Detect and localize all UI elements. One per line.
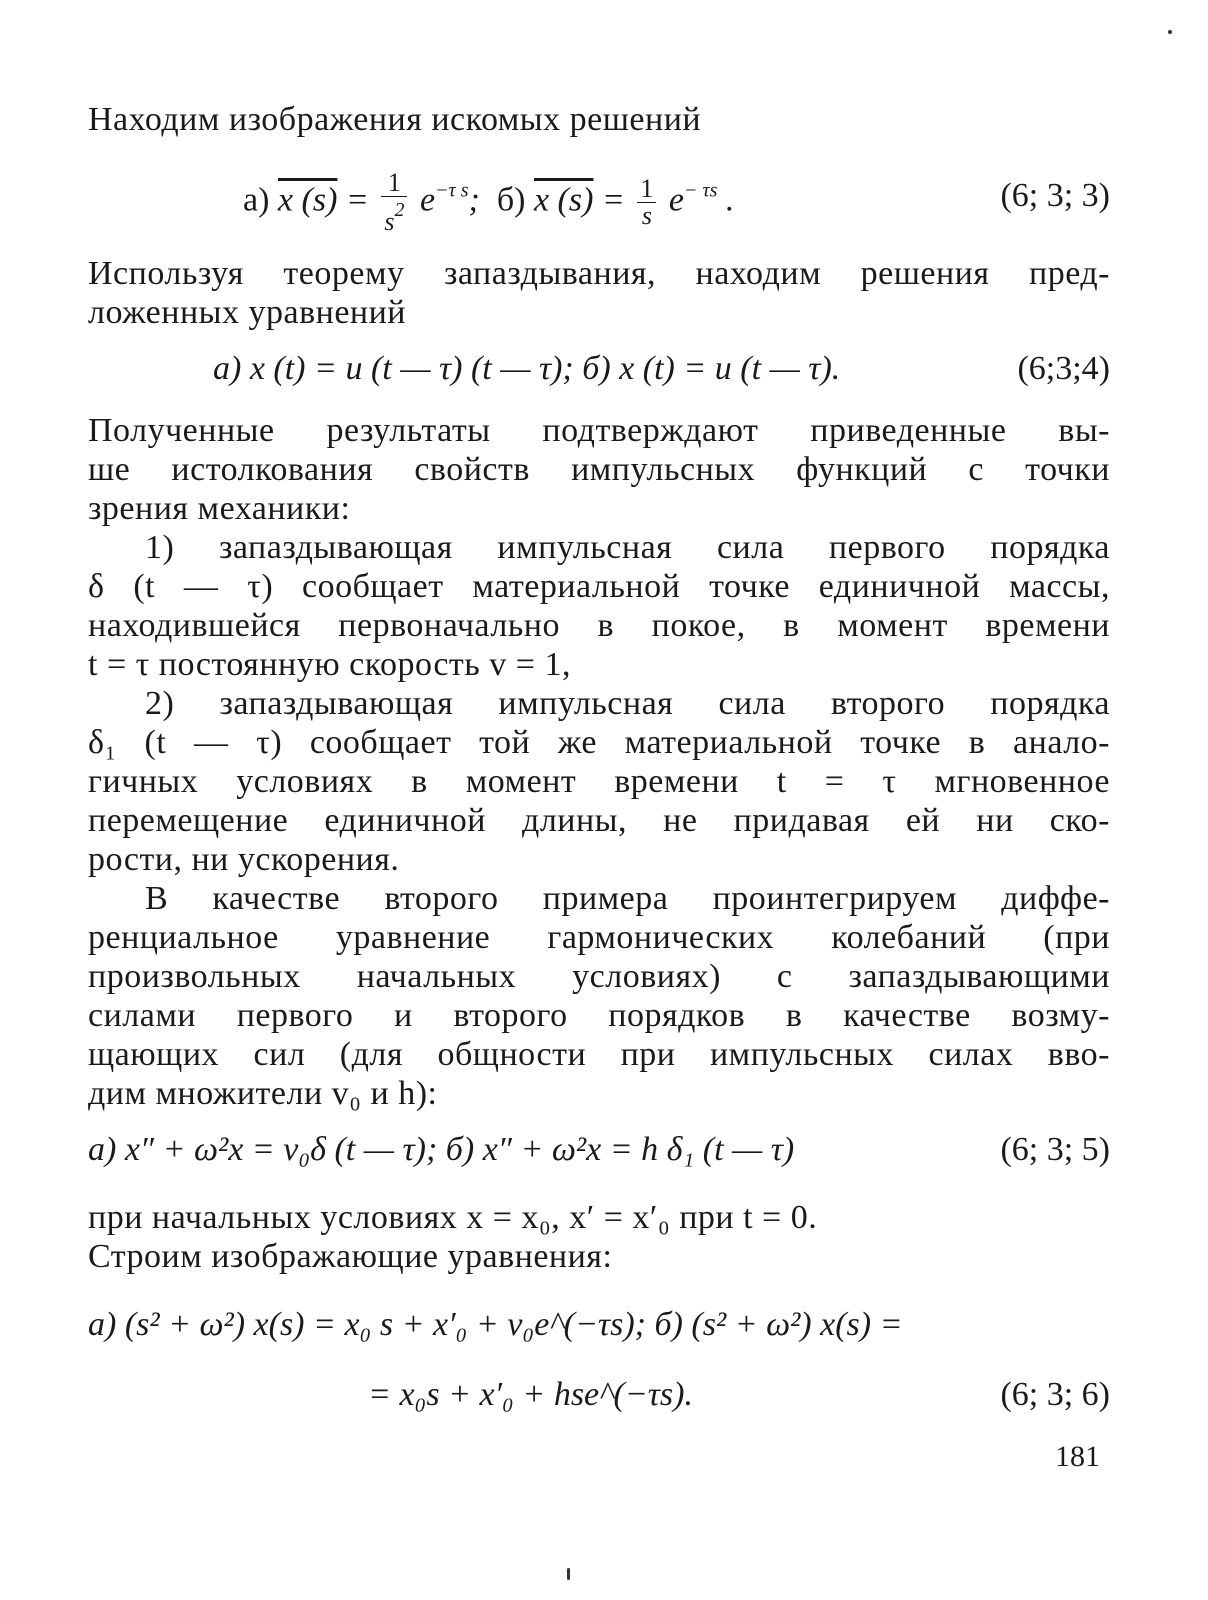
text-line: зрения механики: [88, 490, 351, 527]
text-line: при начальных условиях x = x₀, x′ = x′₀ при t = 0. [88, 1199, 818, 1236]
text-line: щающих сил (для общности при импульсных силах вво- [88, 1036, 1110, 1073]
equation-6-3-5: а) x″ + ω²x = v₀δ (t — τ); б) x″ + ω²x = h δ₁ (t — τ) [88, 1131, 795, 1168]
text-line: рости, ни ускорения. [88, 841, 400, 878]
text-line: силами первого и второго порядков в качестве возму- [88, 997, 1110, 1034]
text-line: ренциальное уравнение гармонических колебаний (при [88, 919, 1110, 956]
text-line: 2) запаздывающая импульсная сила второго порядка [145, 685, 1110, 722]
text-line: ше истолкования свойств импульсных функций с точки [88, 451, 1110, 488]
text-line: дим множители v₀ и h): [88, 1075, 438, 1112]
text-line: гичных условиях в момент времени t = τ мгновенное [88, 763, 1110, 800]
equation-6-3-4: а) x (t) = u (t — τ) (t — τ); б) x (t) = u (t — τ). [213, 350, 841, 387]
equation-6-3-3: а) x (s) = $\frac{1}{s^2}$ $e^{-\tau s}$; б) x (s) = $\frac{1}{s}$ $e^{- \tau s}$ . [243, 168, 735, 236]
text-line: перемещение единичной длины, не придавая ей ни ско- [88, 802, 1110, 839]
equation-label: (6; 3; 3) [1000, 177, 1110, 214]
text-line: Полученные результаты подтверждают приведенные вы- [88, 412, 1110, 449]
equation-label: (6; 3; 6) [1000, 1376, 1110, 1413]
text-line: находившейся первоначально в покое, в момент времени [88, 607, 1110, 644]
text-line: Находим изображения искомых решений [88, 101, 702, 138]
page-number: 181 [1055, 1440, 1100, 1473]
equation-label: (6;3;4) [1017, 350, 1110, 387]
scan-speck [567, 1568, 570, 1580]
scan-speck [1168, 30, 1172, 34]
text-line: δ (t — τ) сообщает материальной точке единичной массы, [88, 568, 1110, 605]
equation-6-3-6-line2: = x₀s + x′₀ + hse^(−τs). [368, 1376, 693, 1413]
text-line: Используя теорему запаздывания, находим решения пред- [88, 255, 1110, 292]
equation-label: (6; 3; 5) [1000, 1131, 1110, 1168]
text-line: t = τ постоянную скорость v = 1, [88, 646, 571, 683]
text-line: Строим изображающие уравнения: [88, 1238, 613, 1275]
text-line: произвольных начальных условиях) с запаздывающими [88, 958, 1110, 995]
text-line: В качестве второго примера проинтегрируем диффе- [145, 880, 1110, 917]
text-line: δ₁ (t — τ) сообщает той же материальной точке в анало- [88, 724, 1110, 761]
text-line: ложенных уравнений [88, 294, 407, 331]
equation-6-3-6-line1: а) (s² + ω²) x(s) = x₀ s + x′₀ + v₀e^(−τs); б) (s² + ω²) x(s) = [88, 1306, 903, 1343]
text-line: 1) запаздывающая импульсная сила первого порядка [145, 529, 1110, 566]
